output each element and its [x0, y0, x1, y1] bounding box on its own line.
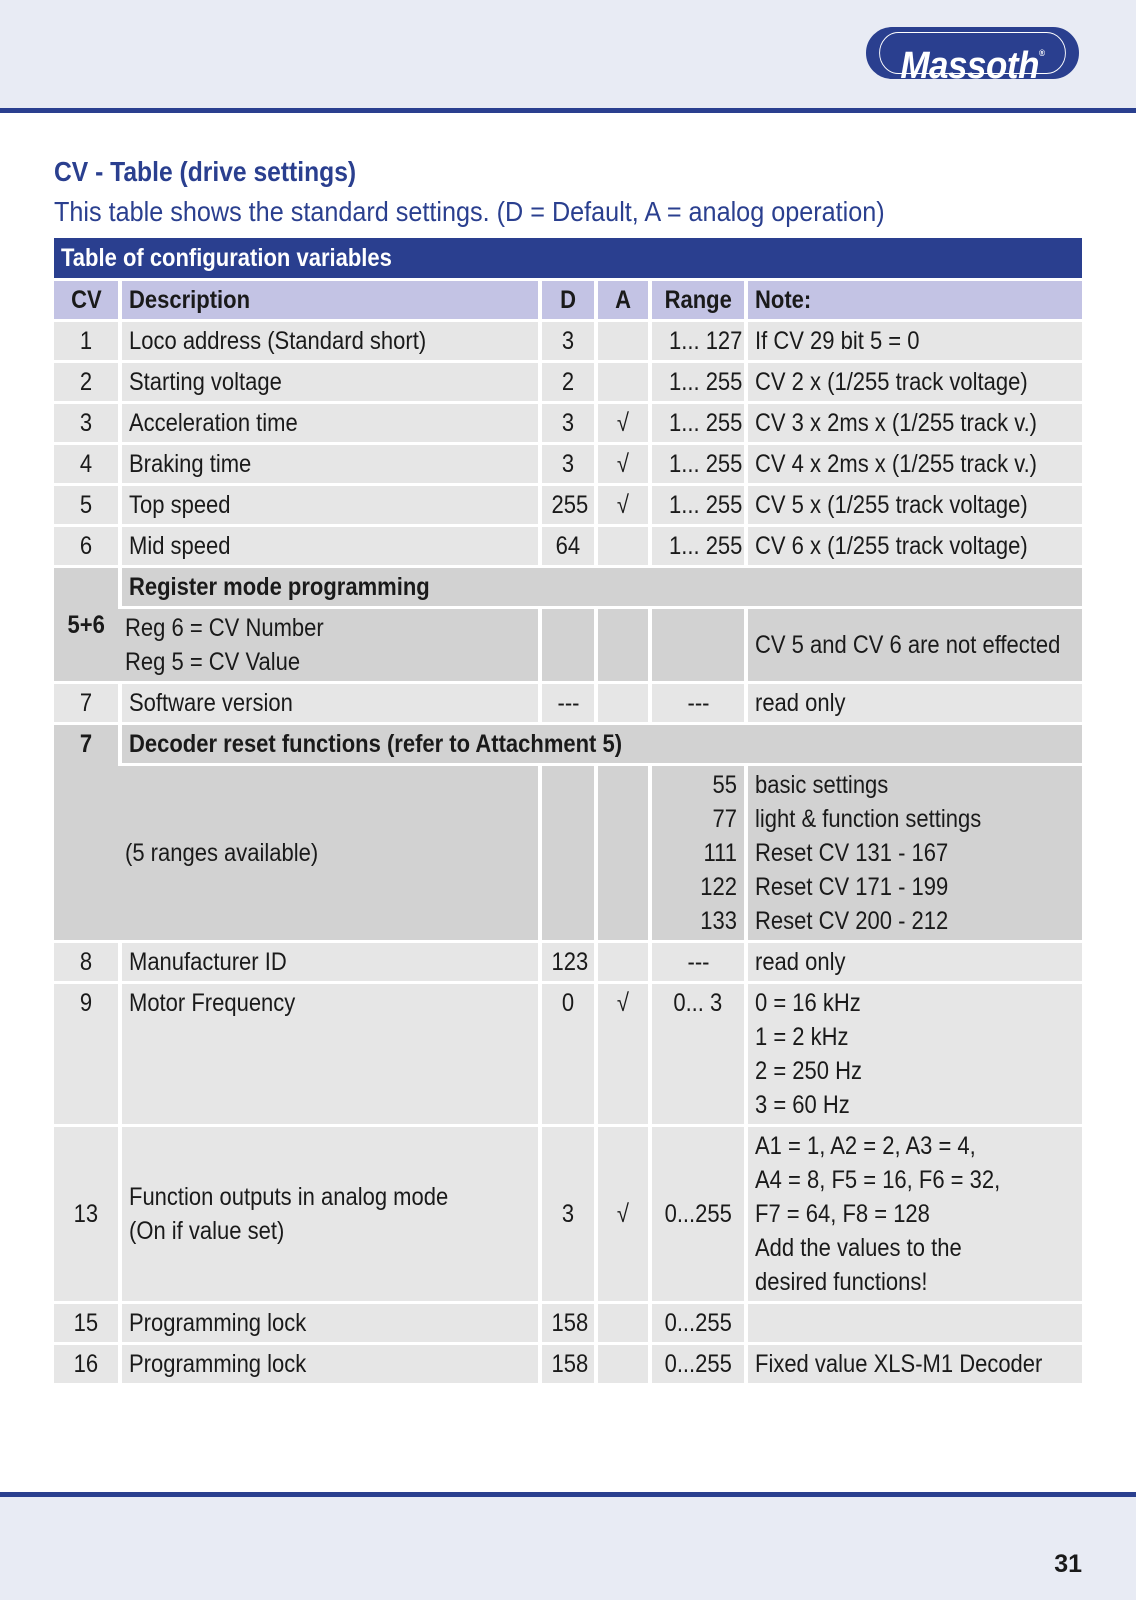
table-row — [54, 943, 1082, 981]
cell-note: read only — [744, 684, 1082, 722]
cell-range: 0... 3 — [648, 984, 744, 1124]
cell-cv: 8 — [54, 943, 118, 981]
cell-note: CV 2 x (1/255 track voltage) — [744, 363, 1082, 401]
cell-note: If CV 29 bit 5 = 0 — [744, 322, 1082, 360]
cell-cv: 5+6 — [54, 568, 118, 681]
cell-default: 64 — [538, 527, 594, 565]
cell-note: CV 3 x 2ms x (1/255 track v.) — [744, 404, 1082, 442]
cv-table — [54, 235, 1082, 1386]
cell-note: CV 5 and CV 6 are not effected — [744, 609, 1082, 681]
header-note: Note: — [744, 281, 1082, 319]
table-row — [54, 486, 1082, 524]
group-row-reset — [54, 725, 1082, 763]
cell-description: Reg 6 = CV Number Reg 5 = CV Value — [118, 609, 538, 681]
cell-note: CV 4 x 2ms x (1/255 track v.) — [744, 445, 1082, 483]
page-subtitle: This table shows the standard settings. (D = Default, A = analog operation) — [54, 196, 885, 227]
cell-description: Loco address (Standard short) — [118, 322, 538, 360]
cell-note: read only — [744, 943, 1082, 981]
cell-cv: 3 — [54, 404, 118, 442]
cell-analog — [594, 363, 648, 401]
cell-cv: 6 — [54, 527, 118, 565]
cell-analog — [594, 766, 648, 940]
table-caption: Table of configuration variables — [54, 238, 1082, 278]
cell-default — [538, 766, 594, 940]
table-row — [54, 609, 1082, 681]
table-row — [54, 684, 1082, 722]
cell-description: Top speed — [118, 486, 538, 524]
cell-analog: √ — [594, 984, 648, 1124]
cell-cv: 2 — [54, 363, 118, 401]
cell-range: --- — [648, 684, 744, 722]
cell-range: 0...255 — [648, 1127, 744, 1301]
cell-default: --- — [538, 684, 594, 722]
cell-note — [744, 1304, 1082, 1342]
table-title-row — [54, 238, 1082, 278]
cell-cv: 9 — [54, 984, 118, 1124]
cell-range: 1... 255 — [648, 527, 744, 565]
table-row — [54, 445, 1082, 483]
cell-range: 1... 255 — [648, 404, 744, 442]
cell-description: Acceleration time — [118, 404, 538, 442]
table-row — [54, 1345, 1082, 1383]
registered-mark: ® — [1038, 48, 1045, 58]
cell-default: 3 — [538, 404, 594, 442]
cell-default: 0 — [538, 984, 594, 1124]
cell-note: CV 6 x (1/255 track voltage) — [744, 527, 1082, 565]
cell-analog — [594, 943, 648, 981]
page-number: 31 — [1054, 1550, 1082, 1578]
header-cv: CV — [54, 281, 118, 319]
cell-range: 55 77 111 122 133 — [648, 766, 744, 940]
cell-analog: √ — [594, 404, 648, 442]
cell-default: 3 — [538, 445, 594, 483]
cell-default: 255 — [538, 486, 594, 524]
cell-default: 158 — [538, 1304, 594, 1342]
header-default: D — [538, 281, 594, 319]
cell-description: (5 ranges available) — [118, 766, 538, 940]
cell-note: A1 = 1, A2 = 2, A3 = 4, A4 = 8, F5 = 16, F6 = 32, F7 = 64, F8 = 128 Add the values to the desired functions! — [744, 1127, 1082, 1301]
logo-text: Massoth — [900, 45, 1039, 87]
cell-analog — [594, 1345, 648, 1383]
cell-default: 3 — [538, 1127, 594, 1301]
table-row — [54, 766, 1082, 940]
cell-range: 1... 255 — [648, 486, 744, 524]
cell-analog: √ — [594, 1127, 648, 1301]
table-row — [54, 984, 1082, 1124]
cell-cv: 7 — [54, 684, 118, 722]
cell-note: 0 = 16 kHz 1 = 2 kHz 2 = 250 Hz 3 = 60 Hz — [744, 984, 1082, 1124]
table-row — [54, 404, 1082, 442]
cell-note: Fixed value XLS-M1 Decoder — [744, 1345, 1082, 1383]
cell-range: 1... 255 — [648, 363, 744, 401]
cell-cv: 4 — [54, 445, 118, 483]
cell-description: Mid speed — [118, 527, 538, 565]
cell-note: CV 5 x (1/255 track voltage) — [744, 486, 1082, 524]
cell-analog — [594, 1304, 648, 1342]
cell-analog: √ — [594, 486, 648, 524]
cell-analog: √ — [594, 445, 648, 483]
group-heading: Register mode programming — [118, 568, 1082, 606]
cell-description: Programming lock — [118, 1304, 538, 1342]
cell-default: 3 — [538, 322, 594, 360]
group-row-register-mode — [54, 568, 1082, 606]
table-row — [54, 1127, 1082, 1301]
table-row — [54, 1304, 1082, 1342]
header-range: Range — [648, 281, 744, 319]
cell-description: Manufacturer ID — [118, 943, 538, 981]
table-row — [54, 363, 1082, 401]
cell-default — [538, 609, 594, 681]
cell-default: 2 — [538, 363, 594, 401]
group-heading: Decoder reset functions (refer to Attachment 5) — [118, 725, 1082, 763]
page-title: CV - Table (drive settings) — [54, 156, 357, 187]
cell-range: 1... 127 — [648, 322, 744, 360]
table-header-row — [54, 281, 1082, 319]
footer-band — [0, 1497, 1136, 1600]
massoth-logo — [866, 27, 1079, 87]
cell-range: 1... 255 — [648, 445, 744, 483]
cell-analog — [594, 684, 648, 722]
cell-description: Starting voltage — [118, 363, 538, 401]
cell-analog — [594, 527, 648, 565]
cell-cv: 1 — [54, 322, 118, 360]
cell-description: Braking time — [118, 445, 538, 483]
cell-description: Function outputs in analog mode (On if value set) — [118, 1127, 538, 1301]
cell-description: Programming lock — [118, 1345, 538, 1383]
cell-default: 123 — [538, 943, 594, 981]
table-row — [54, 527, 1082, 565]
cell-note: basic settings light & function settings Reset CV 131 - 167 Reset CV 171 - 199 Reset CV 200 - 212 — [744, 766, 1082, 940]
cell-analog — [594, 609, 648, 681]
cell-range: 0...255 — [648, 1304, 744, 1342]
cell-default: 158 — [538, 1345, 594, 1383]
cell-cv: 16 — [54, 1345, 118, 1383]
header-rule — [0, 108, 1136, 113]
cell-analog — [594, 322, 648, 360]
cell-description: Motor Frequency — [118, 984, 538, 1124]
cell-cv: 7 — [54, 725, 118, 940]
cell-range: --- — [648, 943, 744, 981]
cell-range: 0...255 — [648, 1345, 744, 1383]
header-analog: A — [594, 281, 648, 319]
cell-cv: 13 — [54, 1127, 118, 1301]
cell-range — [648, 609, 744, 681]
table-row — [54, 322, 1082, 360]
cell-description: Software version — [118, 684, 538, 722]
header-description: Description — [118, 281, 538, 319]
cell-cv: 15 — [54, 1304, 118, 1342]
cell-cv: 5 — [54, 486, 118, 524]
